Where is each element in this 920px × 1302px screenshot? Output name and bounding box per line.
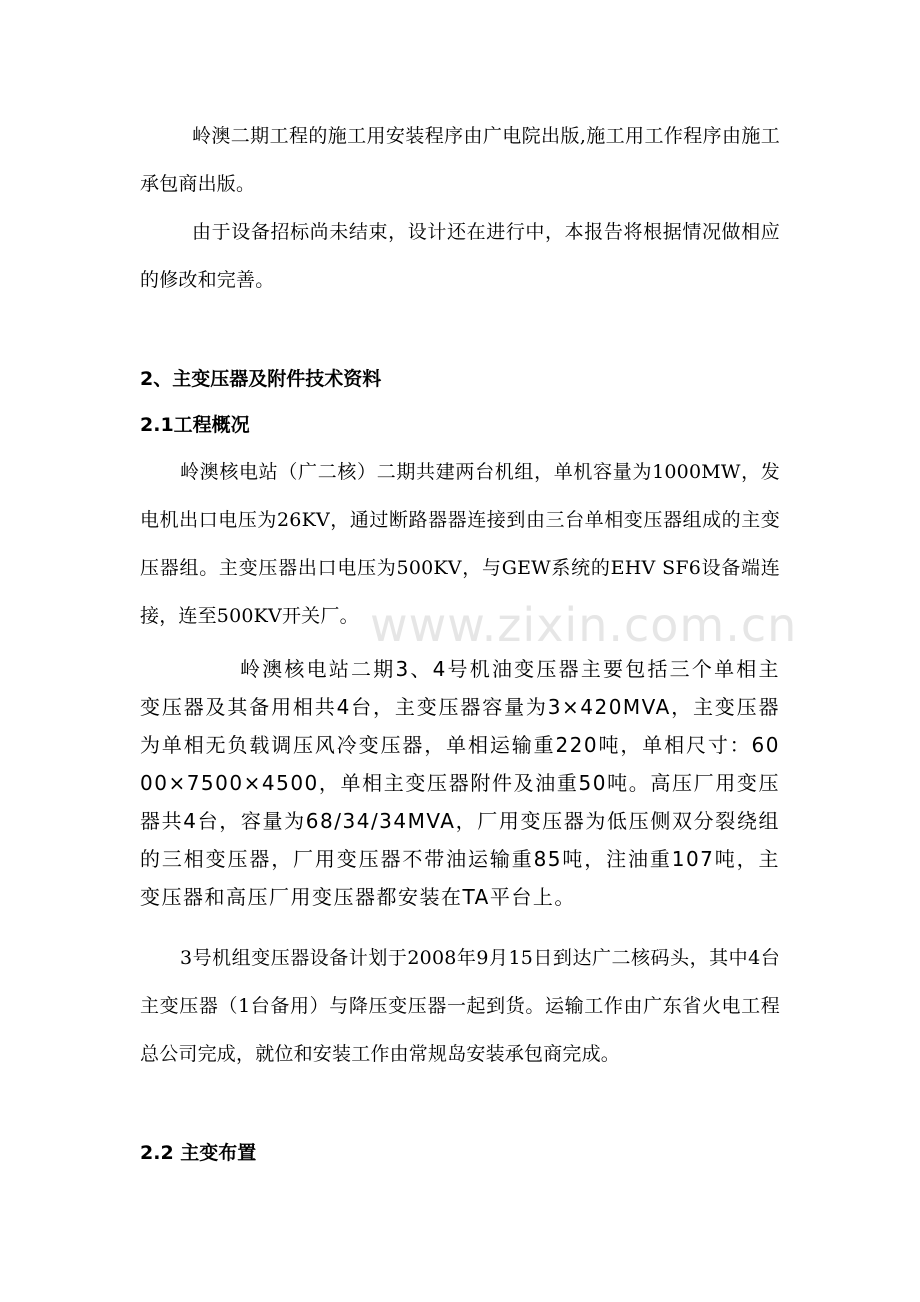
paragraph-installation-procedures: 岭澳二期工程的施工用安装程序由广电院出版,施工用工作程序由施工承包商出版。	[140, 125, 780, 195]
subsection-heading-transformer-layout: 2.2 主变布置	[140, 1142, 257, 1164]
paragraph-report-revision-note: 由于设备招标尚未结束，设计还在进行中，本报告将根据情况做相应的修改和完善。	[140, 221, 780, 291]
paragraph-delivery-schedule: 3号机组变压器设备计划于2008年9月15日到达广二核码头，其中4台主变压器（1台备用）与降压变压器一起到货。运输工作由广东省火电工程总公司完成，就位和安装工作由常规岛安装承包商完成。	[140, 947, 780, 1065]
watermark: www.zixin.com.cn	[370, 598, 798, 652]
section-heading-main-transformer: 2、主变压器及附件技术资料	[140, 368, 382, 390]
subsection-heading-project-overview: 2.1工程概况	[140, 414, 250, 436]
paragraph-transformer-specs: 岭澳核电站二期3、4号机油变压器主要包括三个单相主变压器及其备用相共4台，主变压器容量为3×420MVA，主变压器为单相无负载调压风冷变压器，单相运输重220吨，单相尺寸：6000×7500×4500，单相主变压器附件及油重50吨。高压厂用变压器共4台，容量为68/34/34MVA，厂用变压器为低压侧双分裂绕组的三相变压器，厂用变压器不带油运输重85吨，注油重107吨，主变压器和高压厂用变压器都安装在TA平台上。	[140, 657, 780, 909]
paragraph-project-overview: 岭澳核电站（广二核）二期共建两台机组，单机容量为1000MW，发电机出口电压为26KV，通过断路器器连接到由三台单相变压器组成的主变压器组。主变压器出口电压为500KV，与GEW系统的EHV SF6设备端连接，连至500KV开关厂。	[140, 461, 780, 627]
